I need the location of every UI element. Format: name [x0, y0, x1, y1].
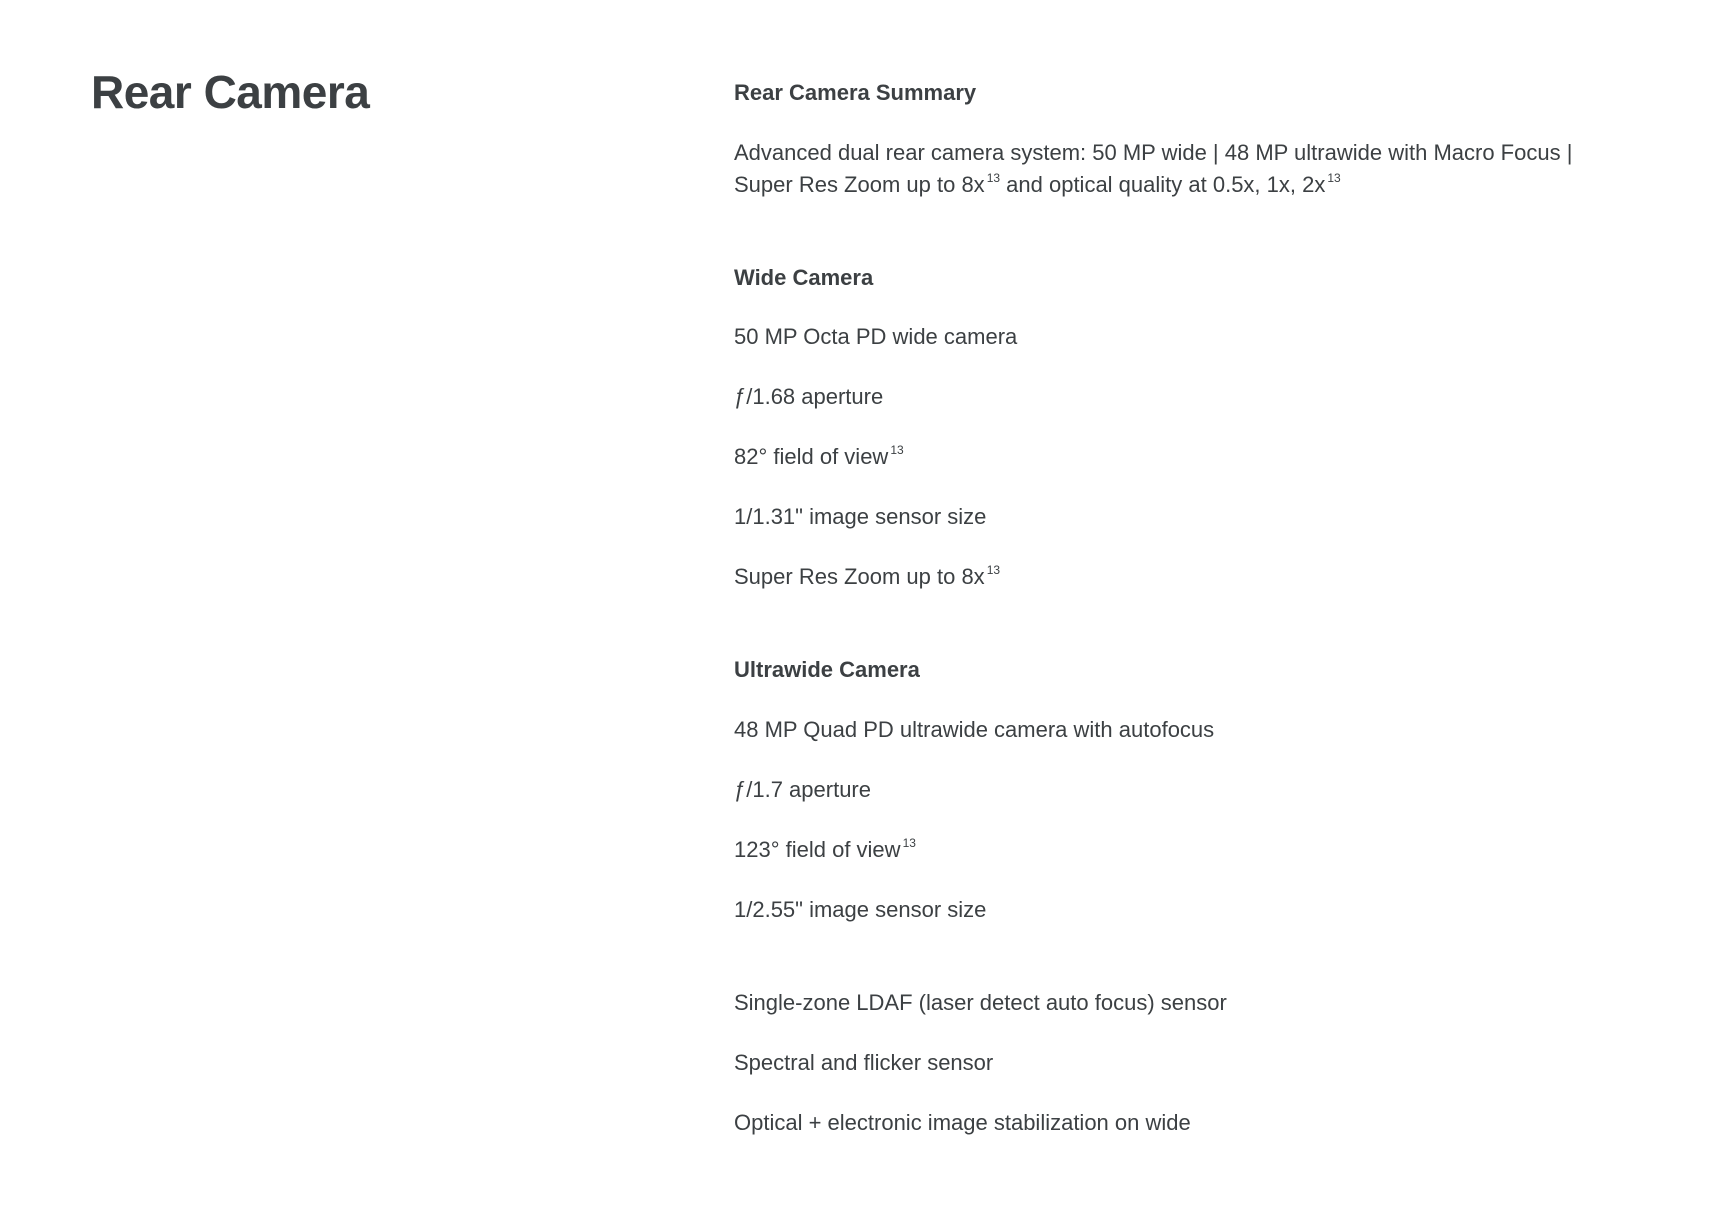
- summary-line-2: [734, 169, 1341, 201]
- summary-optical-text: and optical quality at 0.5x, 1x, 2x: [1000, 172, 1326, 197]
- image-stabilization: Optical + electronic image stabilization on wide: [734, 1110, 1191, 1135]
- wide-zoom-text: Super Res Zoom up to 8x: [734, 564, 985, 589]
- wide-camera-heading: Wide Camera: [734, 265, 874, 290]
- summary-heading: Rear Camera Summary: [734, 80, 977, 105]
- footnote-13[interactable]: 13: [1327, 171, 1341, 185]
- footnote-13[interactable]: 13: [902, 836, 916, 850]
- ultrawide-sensor: 48 MP Quad PD ultrawide camera with autofocus: [734, 717, 1215, 742]
- wide-sensor: 50 MP Octa PD wide camera: [734, 324, 1018, 349]
- summary-line-1: Advanced dual rear camera system: 50 MP wide | 48 MP ultrawide with Macro Focus |: [734, 140, 1573, 165]
- summary-zoom-text: Super Res Zoom up to 8x: [734, 172, 985, 197]
- wide-zoom: [734, 561, 1000, 593]
- ultrawide-camera-heading: Ultrawide Camera: [734, 657, 920, 682]
- ultrawide-fov-text: 123° field of view: [734, 837, 901, 862]
- spectral-sensor: Spectral and flicker sensor: [734, 1050, 994, 1075]
- wide-fov: [734, 441, 904, 473]
- page-title: Rear Camera: [91, 66, 370, 118]
- footnote-13[interactable]: 13: [986, 563, 1001, 577]
- ultrawide-fov: [734, 834, 916, 866]
- ultrawide-sensor-size: 1/2.55" image sensor size: [734, 897, 987, 922]
- wide-sensor-size: 1/1.31" image sensor size: [734, 504, 987, 529]
- wide-fov-text: 82° field of view: [734, 444, 889, 469]
- ultrawide-aperture: ƒ/1.7 aperture: [734, 777, 871, 802]
- ldaf-sensor: Single-zone LDAF (laser detect auto focus) sensor: [734, 990, 1227, 1015]
- footnote-13[interactable]: 13: [986, 171, 1001, 185]
- wide-aperture: ƒ/1.68 aperture: [734, 384, 884, 409]
- footnote-13[interactable]: 13: [890, 443, 904, 457]
